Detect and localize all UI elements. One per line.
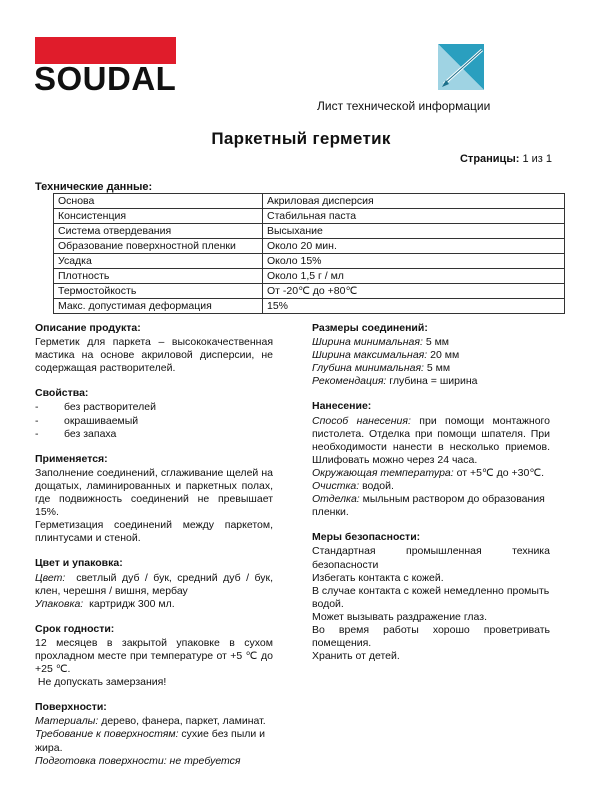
page-title: Паркетный герметик bbox=[211, 129, 391, 148]
table-row bbox=[54, 299, 565, 314]
section-properties bbox=[35, 387, 273, 440]
safety-line-6: Во время работы хорошо проветривать помещения. bbox=[312, 623, 550, 650]
table-row bbox=[54, 224, 565, 239]
section-safety bbox=[312, 531, 550, 663]
application-text-1: Заполнение соединений, сглаживание щелей на дощатых, ламинированных и паркетных полах, где подвижность соединений не превышает 15%. bbox=[35, 466, 273, 519]
joint-max-line: Ширина максимальная: 20 мм bbox=[312, 349, 460, 362]
section-heading: Цвет и упаковка: bbox=[35, 557, 123, 570]
section-heading: Описание продукта: bbox=[35, 322, 141, 334]
joint-depth-line: Глубина минимальная: 5 мм bbox=[312, 362, 451, 375]
section-packaging bbox=[35, 557, 273, 610]
section-application bbox=[35, 453, 273, 546]
table-row bbox=[54, 269, 565, 284]
section-heading: Срок годности: bbox=[35, 622, 115, 635]
tech-data-heading: Технические данные: bbox=[35, 181, 153, 193]
section-heading: Поверхности: bbox=[35, 701, 107, 714]
section-joints bbox=[312, 322, 550, 388]
section-shelf-life bbox=[35, 623, 273, 689]
list-item: - без растворителей bbox=[35, 401, 156, 414]
temperature-line: Окружающая температура: от +5℃ до +30℃. bbox=[312, 466, 545, 479]
pages-label: Страницы: bbox=[459, 153, 520, 165]
param-cell: Усадка bbox=[54, 254, 263, 269]
tech-data-table bbox=[53, 193, 565, 314]
section-heading: Нанесение: bbox=[312, 400, 372, 413]
section-heading: Меры безопасности: bbox=[312, 531, 421, 544]
param-cell: Основа bbox=[54, 194, 263, 209]
param-cell: Образование поверхностной пленки bbox=[54, 239, 263, 254]
value-cell: 15% bbox=[263, 299, 565, 314]
value-cell: Около 20 мин. bbox=[263, 239, 565, 254]
cleaning-line: Очистка: водой. bbox=[312, 480, 394, 493]
application-text-2: Герметизация соединений между паркетом, плинтусами и стеной. bbox=[35, 519, 273, 545]
section-applying bbox=[312, 400, 550, 519]
table-row bbox=[54, 239, 565, 254]
shelf-text: 12 месяцев в закрытой упаковке в сухом прохладном месте при температуре от +5 ℃ до +25 ℃. bbox=[35, 636, 273, 676]
joint-rec-line: Рекомендация: глубина = ширина bbox=[312, 375, 478, 388]
param-cell: Консистенция bbox=[54, 209, 263, 224]
pages-value: 1 из 1 bbox=[522, 153, 552, 165]
section-heading: Свойства: bbox=[35, 387, 89, 400]
section-surfaces bbox=[35, 701, 273, 767]
safety-line-7: Хранить от детей. bbox=[312, 650, 400, 663]
document-type: Лист технической информации bbox=[317, 99, 491, 113]
table-row bbox=[54, 254, 565, 269]
right-column bbox=[312, 322, 550, 675]
value-cell: Около 15% bbox=[263, 254, 565, 269]
safety-line-2: безопасности bbox=[312, 558, 379, 571]
value-cell: Высыхание bbox=[263, 224, 565, 239]
page-count bbox=[460, 153, 552, 165]
value-cell: Стабильная паста bbox=[263, 209, 565, 224]
value-cell: От -20℃ до +80℃ bbox=[263, 284, 565, 299]
requirements-line: Требование к поверхностям: сухие без пыли и жира. bbox=[35, 728, 266, 754]
table-row bbox=[54, 194, 565, 209]
preparation-line: Подготовка поверхности: не требуется bbox=[35, 754, 241, 767]
param-cell: Макс. допустимая деформация bbox=[54, 299, 263, 314]
table-row bbox=[54, 209, 565, 224]
left-column bbox=[35, 322, 273, 780]
param-cell: Плотность bbox=[54, 269, 263, 284]
safety-line-3: Избегать контакта с кожей. bbox=[312, 571, 444, 584]
safety-line-5: Может вызывать раздражение глаз. bbox=[312, 610, 487, 623]
param-cell: Система отвердевания bbox=[54, 224, 263, 239]
section-heading: Применяется: bbox=[35, 452, 108, 465]
document-pen-icon bbox=[438, 44, 484, 90]
brand-logo: SOUDAL bbox=[34, 60, 177, 97]
value-cell: Акриловая дисперсия bbox=[263, 194, 565, 209]
value-cell: Около 1,5 г / мл bbox=[263, 269, 565, 284]
color-line: Цвет: светлый дуб / бук, средний дуб / бук, клен, черешня / вишня, мербау bbox=[35, 571, 273, 597]
shelf-note: Не допускать замерзания! bbox=[35, 676, 167, 689]
method-line: Способ нанесения: при помощи монтажного пистолета. Отделка при помощи шпателя. При необходимости нанести в несколько приемов. Шлифовать можно через 24 часа. bbox=[312, 414, 550, 466]
list-item: - без запаха bbox=[35, 427, 117, 440]
materials-line: Материалы: дерево, фанера, паркет, ламинат. bbox=[35, 715, 266, 728]
table-row bbox=[54, 284, 565, 299]
safety-line-1: Стандартная промышленная техника bbox=[312, 545, 550, 558]
pack-line: Упаковка: картридж 300 мл. bbox=[35, 597, 175, 610]
section-heading: Размеры соединений: bbox=[312, 322, 428, 334]
param-cell: Термостойкость bbox=[54, 284, 263, 299]
description-text: Герметик для паркета – высококачественная мастика на основе акриловой дисперсии, не содержащая растворителей. bbox=[35, 336, 273, 375]
list-item: - окрашиваемый bbox=[35, 414, 139, 427]
joint-min-line: Ширина минимальная: 5 мм bbox=[312, 336, 450, 349]
finishing-line: Отделка: мыльным раствором до образования пленки. bbox=[312, 493, 545, 519]
safety-line-4: В случае контакта с кожей немедленно промыть водой. bbox=[312, 584, 550, 610]
section-description bbox=[35, 322, 273, 375]
